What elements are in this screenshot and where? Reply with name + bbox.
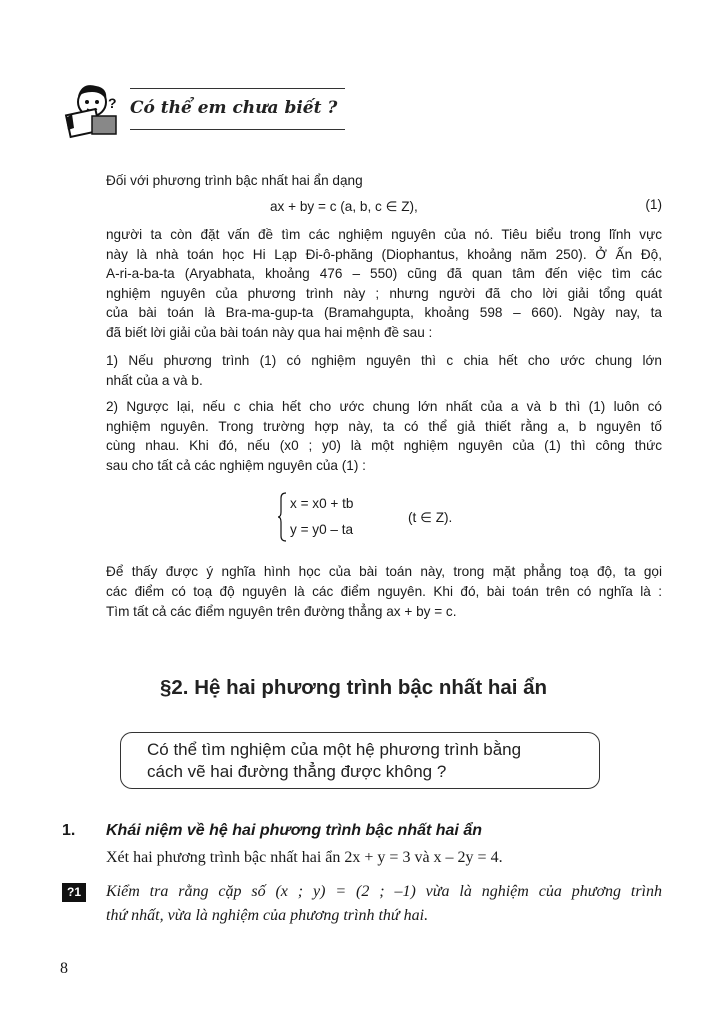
box-paragraph-1: [106, 225, 662, 342]
box-title: Có thể em chưa biết ?: [130, 98, 338, 118]
text-line: các điểm có toạ độ nguyên là các điểm nguyên. Khi đó, bài toán trên có nghĩa là :: [106, 584, 662, 599]
system-line-2: y = y0 – ta: [290, 522, 354, 537]
box-intro-text: Đối với phương trình bậc nhất hai ẩn dạng: [106, 173, 363, 188]
exercise-text: [106, 880, 662, 928]
question-line: cách vẽ hai đường thẳng được không ?: [147, 762, 447, 781]
text-line: Để thấy được ý nghĩa hình học của bài toán này, trong mặt phẳng toạ độ, ta gọi: [106, 564, 662, 579]
guiding-question: [147, 739, 521, 783]
exercise-badge: ?1: [62, 883, 86, 902]
system-brace: [277, 492, 287, 542]
text-line: thứ nhất, vừa là nghiệm của phương trình thứ hai.: [106, 907, 429, 924]
system-line-1: x = x0 + tb: [290, 496, 354, 511]
thinking-student-icon: [62, 78, 124, 140]
text-line: nghiệm nguyên. Trong trường hợp này, ta có thể giả thiết rằng a, b nguyên tố: [106, 418, 662, 434]
text-line: cùng nhau. Khi đó, nếu (x0 ; y0) là một nghiệm nguyên của (1) thì công thức: [106, 438, 662, 453]
part-heading: Khái niệm về hệ hai phương trình bậc nhất hai ẩn: [106, 822, 482, 839]
text-line: A-ri-a-ba-ta (Aryabhata, khoảng 476 – 550) cũng đã quan tâm đến việc tìm các: [106, 266, 662, 281]
box-equation: ax + by = c (a, b, c ∈ Z),: [270, 199, 418, 214]
question-line: Có thể tìm nghiệm của một hệ phương trình bằng: [147, 740, 522, 759]
text-line: Tìm tất cả các điểm nguyên trên đường thẳng ax + by = c.: [106, 604, 457, 619]
text-line: nhất của a và b.: [106, 372, 203, 388]
box-point-2: [106, 397, 662, 475]
text-line: nghiệm nguyên của phương trình này ; nhưng người đã cho lời giải tổng quát: [106, 285, 662, 301]
svg-text:?: ?: [108, 95, 117, 111]
guiding-question-box: [120, 732, 600, 789]
text-line: 1) Nếu phương trình (1) có nghiệm nguyên thì c chia hết cho ước chung lớn: [106, 353, 662, 368]
text-line: 2) Ngược lại, nếu c chia hết cho ước chung lớn nhất của a và b thì (1) luôn có: [106, 399, 662, 414]
text-line: người ta còn đặt vấn đề tìm các nghiệm nguyên của nó. Tiêu biểu trong lĩnh vực: [106, 227, 662, 242]
system-condition: (t ∈ Z).: [408, 510, 453, 525]
box-paragraph-3: [106, 562, 662, 622]
text-line: sau cho tất cả các nghiệm nguyên của (1) :: [106, 457, 366, 473]
text-line: Kiểm tra rằng cặp số (x ; y) = (2 ; –1) vừa là nghiệm của phương trình: [106, 883, 662, 900]
part-text: Xét hai phương trình bậc nhất hai ẩn 2x + y = 3 và x – 2y = 4.: [106, 849, 503, 866]
box-point-1: [106, 351, 662, 390]
box-intro: [106, 171, 662, 191]
text-line: này là nhà toán học Hi Lạp Đi-ô-phăng (Diophantus, khoảng năm 250). Ở Ấn Độ,: [106, 246, 662, 262]
equation-number: (1): [645, 197, 662, 212]
text-line: đã biết lời giải của bài toán này qua hai mệnh đề sau :: [106, 324, 433, 340]
text-line: của bài toán là Bra-ma-gup-ta (Bramahgupta, khoảng 598 – 660). Ngày nay, ta: [106, 305, 662, 320]
part-number: 1.: [62, 822, 76, 839]
box-title-top-rule: [130, 88, 345, 89]
page-number: 8: [60, 960, 68, 977]
box-title-bottom-rule: [130, 129, 345, 130]
section-title: §2. Hệ hai phương trình bậc nhất hai ẩn: [160, 676, 548, 699]
